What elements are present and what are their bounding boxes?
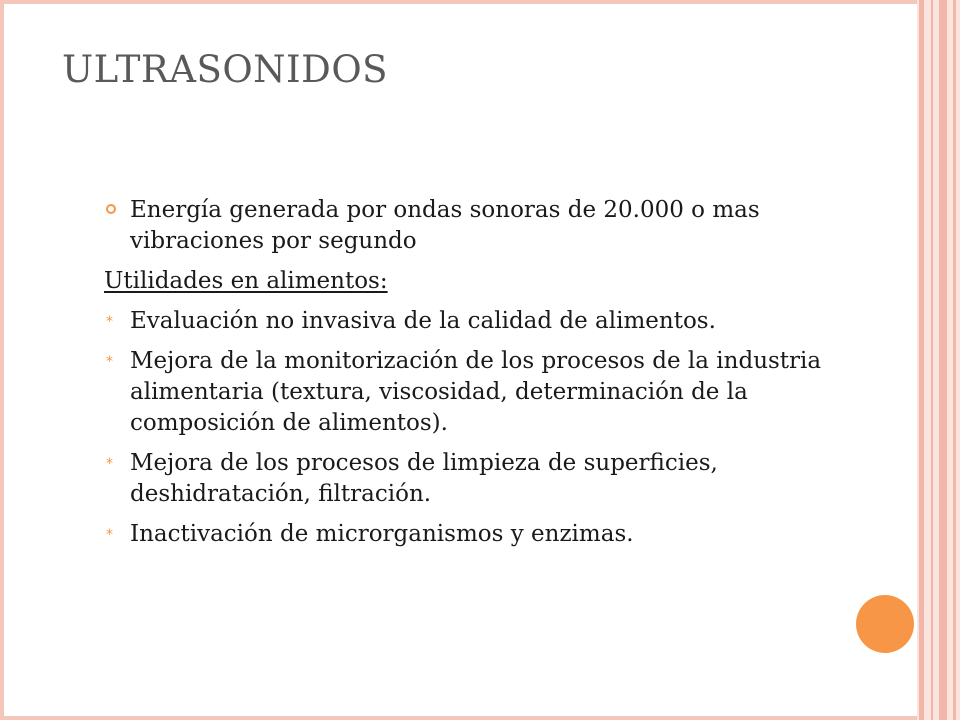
stripe	[919, 0, 924, 720]
decorative-stripes	[917, 0, 960, 720]
stripe	[939, 0, 947, 720]
asterisk-bullet-icon: *	[106, 354, 113, 370]
stripe	[931, 0, 933, 720]
subheading: Utilidades en alimentos:	[104, 268, 388, 294]
slide-content	[104, 195, 894, 559]
list-item-text: Mejora de los procesos de limpieza de superficies, deshidratación, filtración.	[130, 450, 718, 507]
intro-text: Energía generada por ondas sonoras de 20.000 o mas vibraciones por segundo	[130, 197, 760, 254]
list-item	[104, 346, 894, 439]
list-item-text: Mejora de la monitorización de los procesos de la industria alimentaria (textura, viscosidad, determinación de la composición de alimentos).	[130, 348, 822, 436]
list-item	[104, 448, 894, 510]
asterisk-bullet-icon: *	[106, 314, 113, 330]
slide-title: ULTRASONIDOS	[62, 48, 389, 91]
asterisk-bullet-icon: *	[106, 456, 113, 472]
list-item-text: Inactivación de microrganismos y enzimas.	[130, 521, 634, 547]
list-item	[104, 306, 894, 337]
asterisk-bullet-icon: *	[106, 527, 113, 543]
ring-bullet-icon	[106, 204, 116, 214]
list-item	[104, 519, 894, 550]
decorative-circle	[856, 595, 914, 653]
stripe	[953, 0, 956, 720]
intro-bullet-item	[104, 195, 894, 257]
list-item-text: Evaluación no invasiva de la calidad de alimentos.	[130, 308, 716, 334]
